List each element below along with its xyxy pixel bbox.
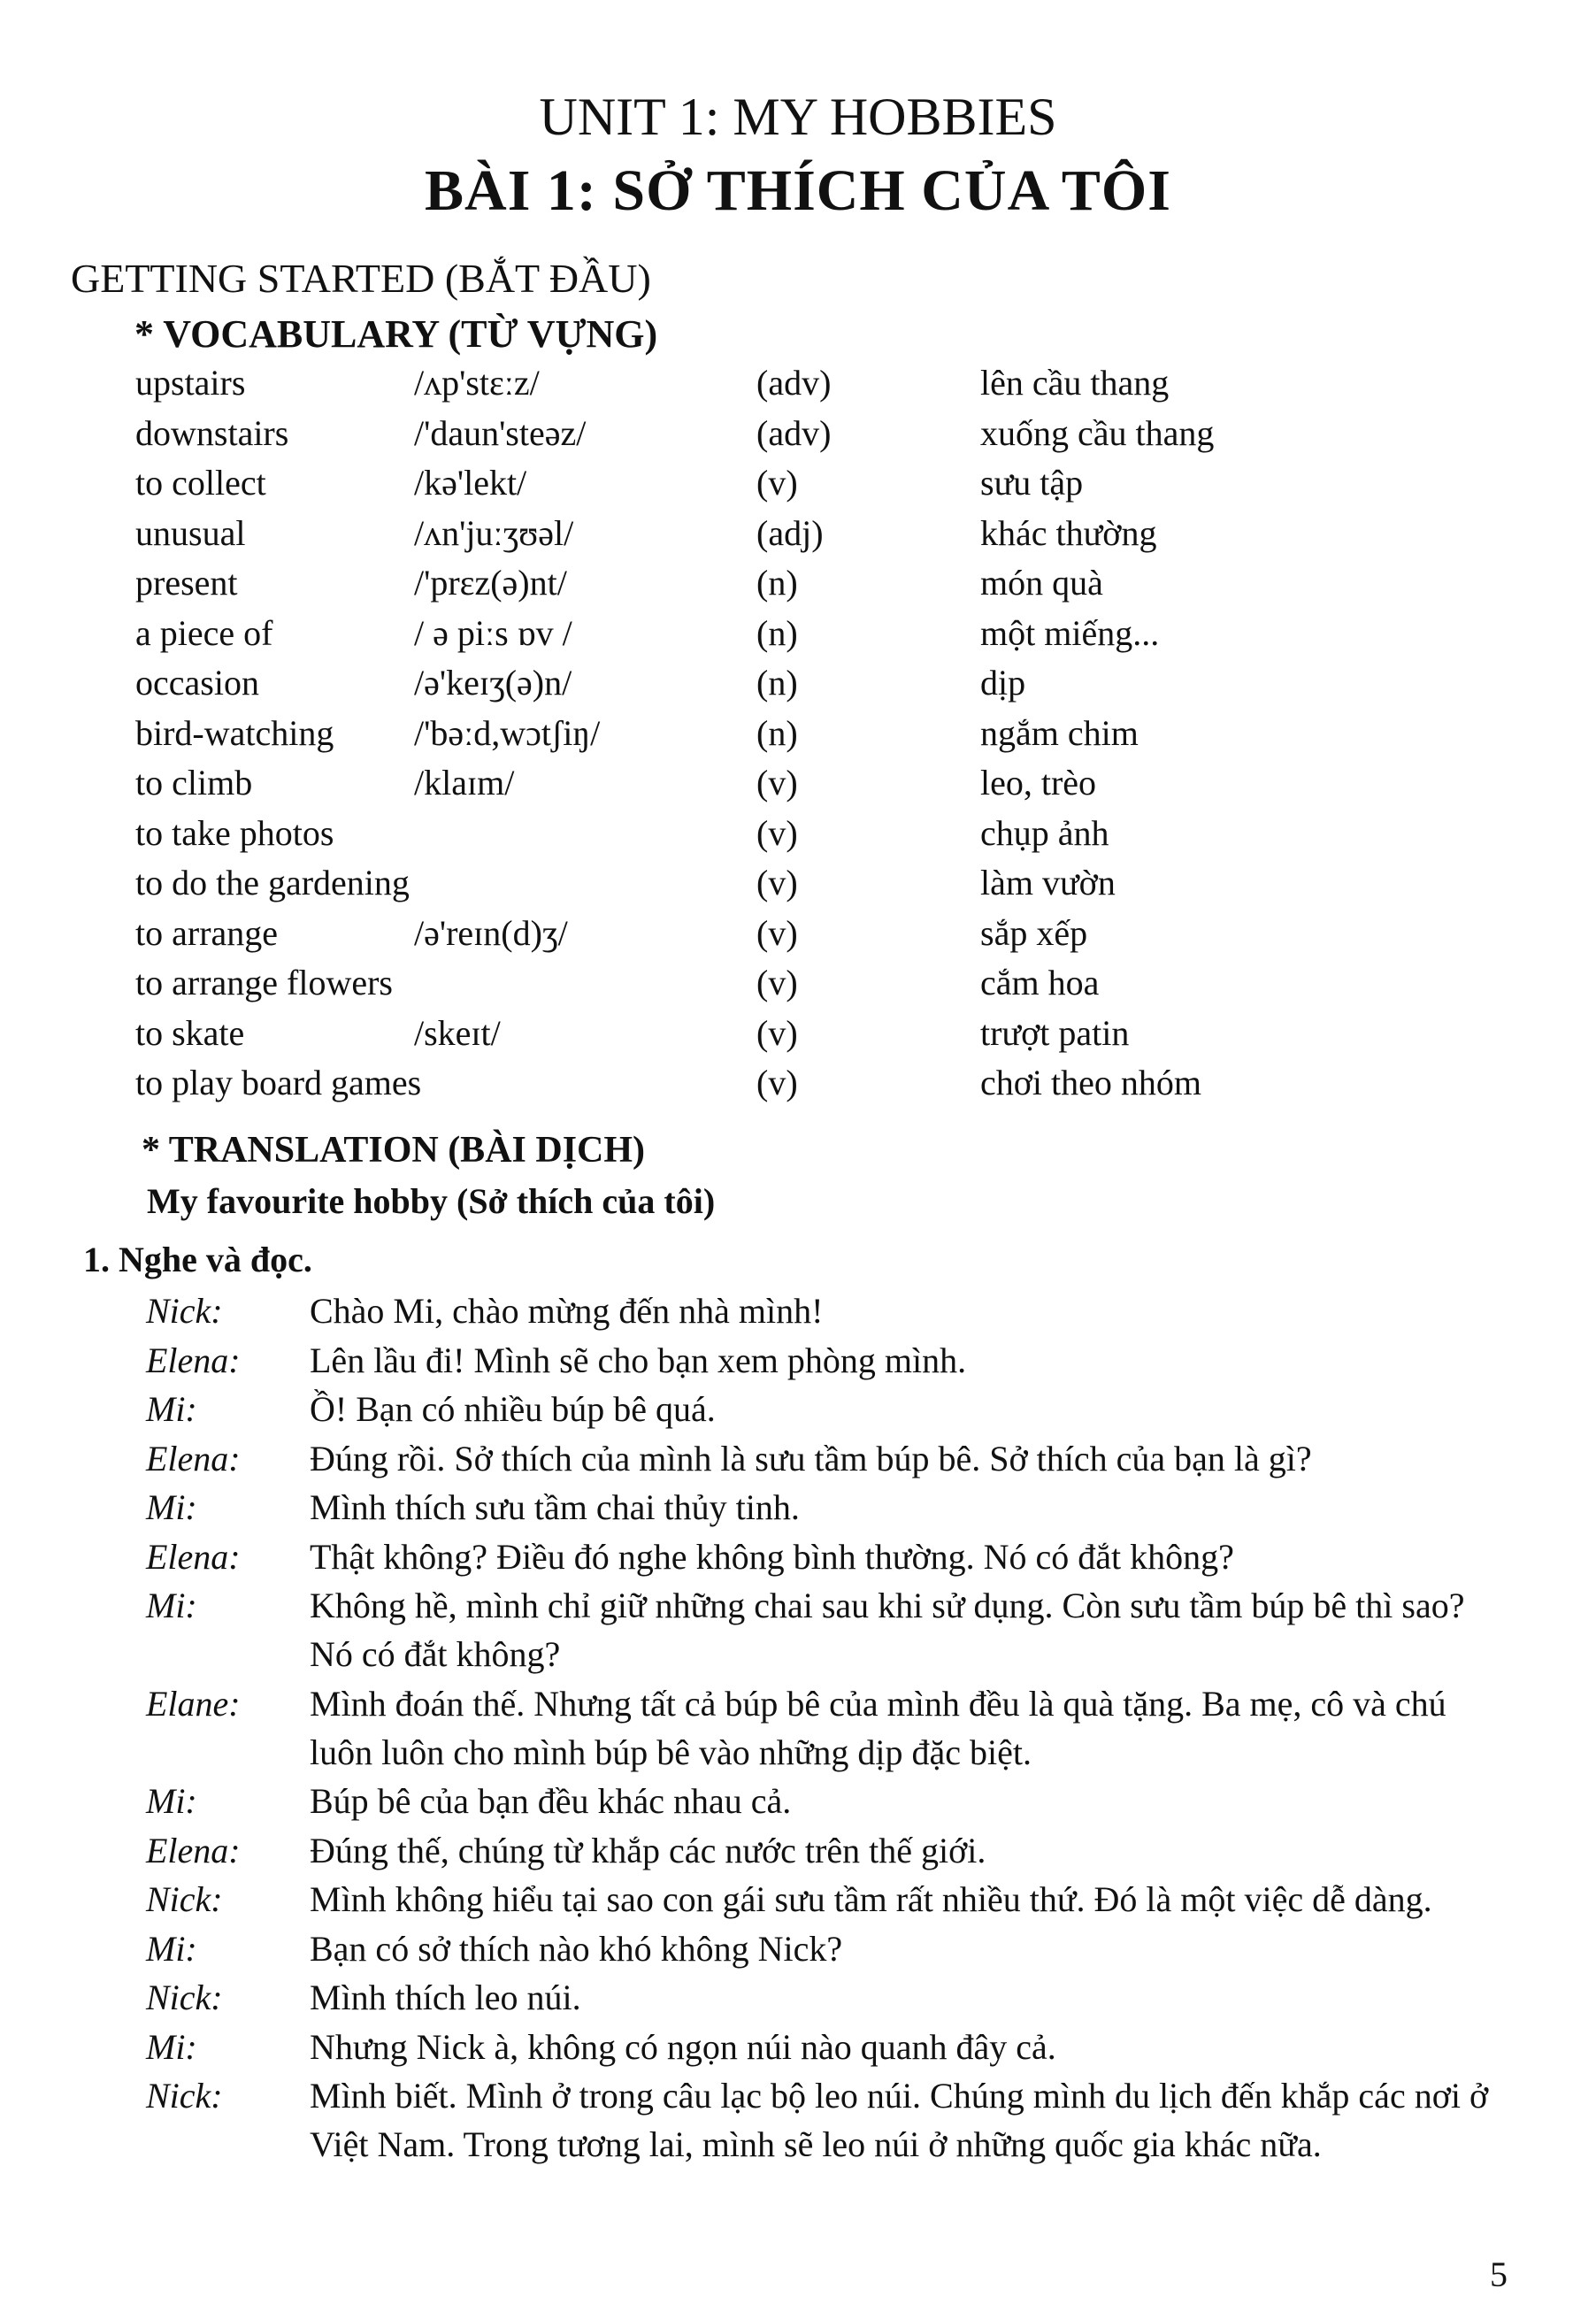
- section-heading-getting-started: GETTING STARTED (BẮT ĐẦU): [71, 256, 651, 301]
- vocab-pronunciation: /klaɪm/: [414, 763, 515, 803]
- dialogue-line: [0, 1483, 1596, 1532]
- vocabulary-list: [0, 358, 1596, 1109]
- dialogue-line: [0, 1924, 1596, 1973]
- speaker-name: Elena:: [146, 1340, 241, 1380]
- vocab-meaning: dịp: [980, 663, 1026, 703]
- vocab-word: downstairs: [135, 412, 289, 453]
- vocab-part-of-speech: (n): [756, 712, 798, 753]
- dialogue-line: [0, 1581, 1596, 1678]
- vocab-pronunciation: /'bəːd,wɔtʃiŋ/: [414, 712, 601, 753]
- vocab-word: to play board games: [135, 1063, 422, 1102]
- dialogue-text: Ồ! Bạn có nhiều búp bê quá.: [310, 1389, 716, 1429]
- vocab-word: to arrange flowers: [135, 963, 393, 1002]
- vocabulary-heading: * VOCABULARY (TỪ VỰNG): [134, 312, 658, 356]
- dialogue-text: Thật không? Điều đó nghe không bình thường. Nó có đắt không?: [310, 1536, 1234, 1577]
- unit-title-vietnamese: BÀI 1: SỞ THÍCH CỦA TÔI: [425, 158, 1171, 223]
- speaker-name: Mi:: [146, 2026, 197, 2067]
- vocab-part-of-speech: (adv): [756, 363, 832, 403]
- dialogue-text: Nhưng Nick à, không có ngọn núi nào quanh đây cả.: [310, 2026, 1056, 2067]
- vocab-part-of-speech: (adv): [756, 412, 832, 453]
- speaker-name: Mi:: [146, 1389, 197, 1429]
- dialogue-text: Mình không hiểu tại sao con gái sưu tầm rất nhiều thứ. Đó là một việc dễ dàng.: [310, 1879, 1432, 1919]
- vocab-word: upstairs: [135, 363, 246, 403]
- vocab-pronunciation: / ə piːs ɒv /: [414, 612, 572, 653]
- speaker-name: Elena:: [146, 1536, 241, 1577]
- vocab-meaning: lên cầu thang: [980, 363, 1170, 403]
- vocab-row: [0, 809, 1596, 859]
- vocab-word: to do the gardening: [135, 863, 410, 902]
- vocab-row: [0, 509, 1596, 559]
- dialogue-text: Mình thích sưu tầm chai thủy tinh.: [310, 1487, 800, 1527]
- speaker-name: Nick:: [146, 1879, 223, 1919]
- dialogue-line: [0, 1385, 1596, 1433]
- page-number: 5: [1490, 2254, 1508, 2294]
- speaker-name: Nick:: [146, 2076, 223, 2116]
- vocab-meaning: khác thường: [980, 512, 1157, 553]
- vocab-meaning: làm vườn: [980, 863, 1116, 902]
- dialogue-text: Mình biết. Mình ở trong câu lạc bộ leo núi. Chúng mình du lịch đến khắp các nơi ở Việt Nam. Trong tương lai, mình sẽ leo núi ở những quốc gia khác nữa.: [310, 2076, 1489, 2164]
- vocab-row: [0, 1009, 1596, 1059]
- vocab-pronunciation: /'prɛz(ə)nt/: [414, 563, 567, 603]
- vocab-word: to climb: [135, 763, 253, 803]
- vocab-part-of-speech: (v): [756, 912, 798, 953]
- dialogue-line: [0, 1973, 1596, 2022]
- vocab-word: a piece of: [135, 612, 273, 653]
- translation-heading: * TRANSLATION (BÀI DỊCH): [142, 1130, 646, 1171]
- vocab-meaning: xuống cầu thang: [980, 412, 1215, 453]
- vocab-row: [0, 909, 1596, 959]
- dialogue-line: [0, 1286, 1596, 1335]
- exercise-heading: 1. Nghe và đọc.: [83, 1240, 312, 1279]
- vocab-row: [0, 858, 1596, 909]
- vocab-part-of-speech: (v): [756, 763, 798, 803]
- vocab-meaning: trượt patin: [980, 1012, 1130, 1053]
- speaker-name: Mi:: [146, 1928, 197, 1969]
- vocab-meaning: sắp xếp: [980, 912, 1088, 953]
- vocab-row: [0, 609, 1596, 659]
- dialogue-list: [0, 1286, 1596, 2170]
- vocab-part-of-speech: (n): [756, 663, 798, 703]
- reading-title: My favourite hobby (Sở thích của tôi): [147, 1181, 716, 1221]
- dialogue-line: [0, 1532, 1596, 1581]
- speaker-name: Elena:: [146, 1438, 241, 1478]
- vocab-word: to collect: [135, 463, 266, 503]
- vocab-part-of-speech: (n): [756, 563, 798, 603]
- dialogue-text: Búp bê của bạn đều khác nhau cả.: [310, 1781, 792, 1821]
- dialogue-text: Bạn có sở thích nào khó không Nick?: [310, 1928, 843, 1969]
- dialogue-text: Đúng thế, chúng từ khắp các nước trên thế giới.: [310, 1830, 986, 1870]
- speaker-name: Nick:: [146, 1291, 223, 1331]
- dialogue-text: Lên lầu đi! Mình sẽ cho bạn xem phòng mình.: [310, 1340, 967, 1380]
- vocab-part-of-speech: (adj): [756, 512, 824, 553]
- dialogue-line: [0, 1679, 1596, 1777]
- vocab-word: unusual: [135, 512, 246, 553]
- vocab-meaning: sưu tập: [980, 463, 1084, 503]
- dialogue-line: [0, 1826, 1596, 1875]
- vocab-pronunciation: /ə'reɪn(d)ʒ/: [414, 912, 568, 953]
- vocab-row: [0, 709, 1596, 759]
- vocab-word: occasion: [135, 663, 259, 703]
- vocab-part-of-speech: (v): [756, 812, 798, 853]
- dialogue-text: Không hề, mình chỉ giữ những chai sau khi sử dụng. Còn sưu tầm búp bê thì sao? Nó có đắt không?: [310, 1586, 1465, 1674]
- vocab-meaning: cắm hoa: [980, 963, 1100, 1002]
- vocab-part-of-speech: (n): [756, 612, 798, 653]
- dialogue-line: [0, 1777, 1596, 1825]
- vocab-pronunciation: /skeɪt/: [414, 1012, 501, 1053]
- vocab-word: to skate: [135, 1012, 245, 1053]
- vocab-meaning: leo, trèo: [980, 763, 1097, 803]
- vocab-meaning: ngắm chim: [980, 712, 1139, 753]
- vocab-pronunciation: /ʌn'juːʒʊəl/: [414, 512, 574, 553]
- speaker-name: Nick:: [146, 1978, 223, 2017]
- vocab-word: present: [135, 563, 238, 603]
- dialogue-line: [0, 1875, 1596, 1924]
- vocab-row: [0, 409, 1596, 459]
- vocab-meaning: một miếng...: [980, 612, 1160, 653]
- dialogue-line: [0, 2071, 1596, 2169]
- vocab-row: [0, 1058, 1596, 1109]
- speaker-name: Mi:: [146, 1586, 197, 1625]
- vocab-row: [0, 558, 1596, 609]
- vocab-row: [0, 458, 1596, 509]
- vocab-meaning: chơi theo nhóm: [980, 1063, 1201, 1102]
- dialogue-text: Mình thích leo núi.: [310, 1978, 581, 2017]
- vocab-word: bird-watching: [135, 712, 334, 753]
- dialogue-line: [0, 1336, 1596, 1385]
- vocab-row: [0, 358, 1596, 409]
- vocab-pronunciation: /'daun'steəz/: [414, 412, 587, 453]
- vocab-pronunciation: /ʌp'stɛːz/: [414, 363, 540, 403]
- vocab-part-of-speech: (v): [756, 863, 798, 902]
- vocab-pronunciation: /ə'keɪʒ(ə)n/: [414, 663, 572, 703]
- speaker-name: Mi:: [146, 1487, 197, 1527]
- speaker-name: Elena:: [146, 1830, 241, 1870]
- vocab-row: [0, 758, 1596, 809]
- unit-title-english: UNIT 1: MY HOBBIES: [539, 88, 1057, 146]
- speaker-name: Elane:: [146, 1683, 241, 1724]
- vocab-meaning: món quà: [980, 563, 1103, 603]
- dialogue-text: Chào Mi, chào mừng đến nhà mình!: [310, 1291, 824, 1331]
- vocab-word: to arrange: [135, 912, 279, 953]
- speaker-name: Mi:: [146, 1781, 197, 1821]
- vocab-part-of-speech: (v): [756, 1012, 798, 1053]
- dialogue-text: Mình đoán thế. Nhưng tất cả búp bê của mình đều là quà tặng. Ba mẹ, cô và chú luôn luôn cho mình búp bê vào những dịp đặc biệt.: [310, 1683, 1446, 1772]
- vocab-part-of-speech: (v): [756, 1063, 798, 1102]
- vocab-meaning: chụp ảnh: [980, 812, 1109, 853]
- vocab-word: to take photos: [135, 812, 334, 853]
- dialogue-line: [0, 1434, 1596, 1483]
- vocab-pronunciation: /kə'lekt/: [414, 463, 527, 503]
- vocab-part-of-speech: (v): [756, 963, 798, 1002]
- dialogue-text: Đúng rồi. Sở thích của mình là sưu tầm búp bê. Sở thích của bạn là gì?: [310, 1438, 1312, 1478]
- dialogue-line: [0, 2023, 1596, 2071]
- vocab-row: [0, 658, 1596, 709]
- vocab-row: [0, 958, 1596, 1009]
- vocab-part-of-speech: (v): [756, 463, 798, 503]
